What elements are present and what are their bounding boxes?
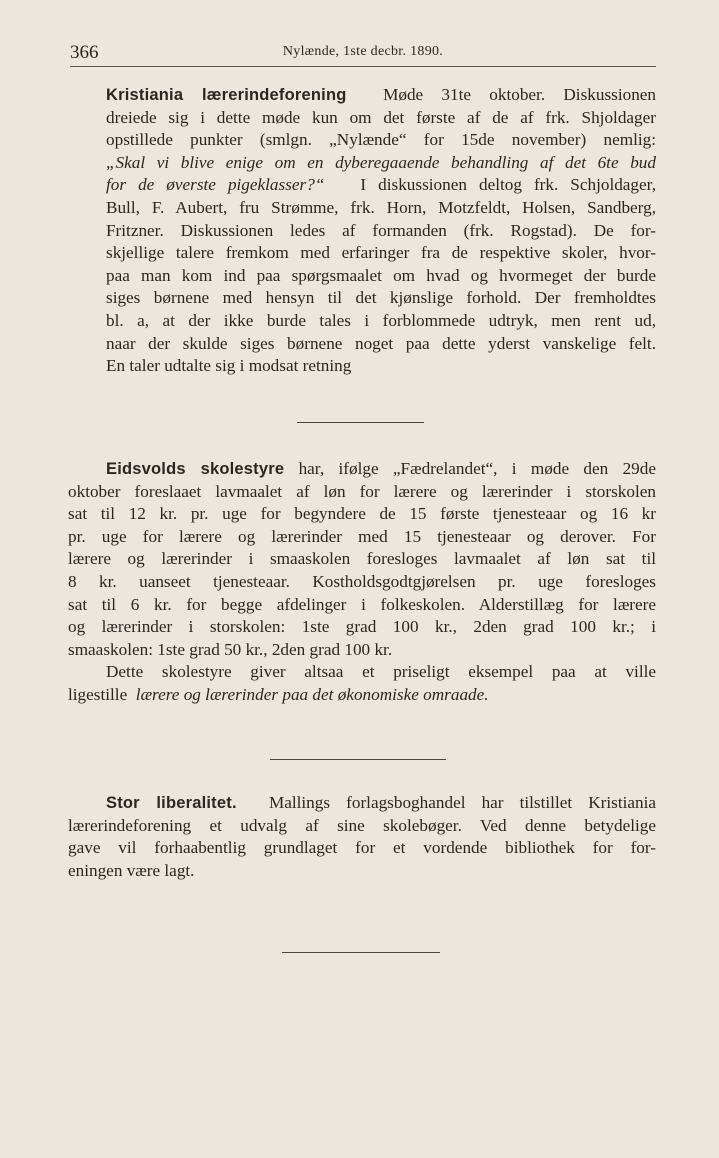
section-divider: [282, 952, 440, 953]
page-number: 366: [70, 42, 99, 63]
article-line: sat til 12 kr. pr. uge for begyndere de 15 første tjenesteaar og 16 kr: [68, 504, 656, 524]
article-line: bl. a, at der ikke burde tales i forblommede udtryk, men rent ud,: [106, 310, 656, 330]
article-line: Bull, F. Aubert, fru Strømme, frk. Horn, Motzfeldt, Holsen, Sandberg,: [106, 197, 656, 217]
article-headline: Eidsvolds skolestyre: [106, 460, 285, 478]
article-liberalitet: [68, 792, 656, 882]
page-header: [70, 40, 656, 67]
article-line: 8 kr. uanseet tjenesteaar. Kostholdsgodtgjørelsen pr. uge foresloges: [68, 571, 656, 591]
article-line: sat til 6 kr. for begge afdelinger i folkeskolen. Alderstillæg for lærere: [68, 594, 656, 614]
article-line: „Skal vi blive enige om en dyberegaaende behandling af det 6te bud: [106, 152, 656, 172]
running-head: Nylænde, 1ste decbr. 1890.: [282, 44, 444, 59]
article-line: naar der skulde siges børnene noget paa dette yderst vanskelige felt.: [106, 333, 656, 353]
article-line: lærerindeforening et udvalg af sine skolebøger. Ved denne betydelige: [68, 815, 656, 835]
article-line: Fritzner. Diskussionen ledes af formanden (frk. Rogstad). De for-: [106, 220, 656, 240]
article-line: skjellige talere fremkom med erfaringer fra de respektive skoler, hvor-: [106, 243, 656, 263]
article-line: oktober foreslaaet lavmaalet af løn for lærere og lærerinder i storskolen: [68, 481, 656, 501]
article-line: dreiede sig i dette møde kun om det første af de af frk. Shjoldager: [106, 107, 656, 127]
article-line: Eidsvolds skolestyre har, ifølge „Fædrelandet“, i møde den 29de: [106, 459, 657, 478]
article-line: paa man kom ind paa spørgsmaalet om hvad og hvormeget der burde: [106, 265, 656, 285]
article-line: pr. uge for lærere og lærerinder med 15 tjenesteaar og derover. For: [68, 526, 656, 546]
article-line: smaaskolen: 1ste grad 50 kr., 2den grad 100 kr.: [68, 639, 393, 659]
article-line: ligestille lærere og lærerinder paa det økonomiske omraade.: [68, 684, 489, 704]
section-divider: [270, 759, 446, 760]
article-line: lærere og lærerinder i smaaskolen foresloges lavmaalet af løn sat til: [68, 549, 656, 569]
article-headline: Kristiania lærerindeforening: [106, 86, 347, 104]
article-line: Stor liberalitet. Mallings forlagsboghandel har tilstillet Kristiania: [106, 793, 656, 812]
article-line: opstillede punkter (smlgn. „Nylænde“ for 15de november) nemlig:: [106, 130, 656, 150]
article-line: Kristiania lærerindeforening Møde 31te oktober. Diskussionen: [106, 85, 657, 104]
article-headline: Stor liberalitet.: [106, 794, 237, 812]
article-line: Dette skolestyre giver altsaa et priseligt eksempel paa at ville: [106, 662, 656, 682]
article-line: og lærerinder i storskolen: 1ste grad 100 kr., 2den grad 100 kr.; i: [68, 617, 656, 637]
article-line: eningen være lagt.: [68, 860, 195, 880]
article-line: for de øverste pigeklasser?“ I diskussionen deltog frk. Schjoldager,: [106, 175, 656, 195]
article-line: gave vil forhaabentlig grundlaget for et vordende bibliothek for for-: [68, 838, 656, 858]
article-line: siges børnene med hensyn til det kjønslige forhold. Der fremholdtes: [106, 288, 656, 308]
article-eidsvold: [68, 458, 656, 707]
section-divider: [297, 422, 424, 423]
article-line: En taler udtalte sig i modsat retning: [106, 356, 352, 376]
article-kristiania: [68, 84, 656, 378]
